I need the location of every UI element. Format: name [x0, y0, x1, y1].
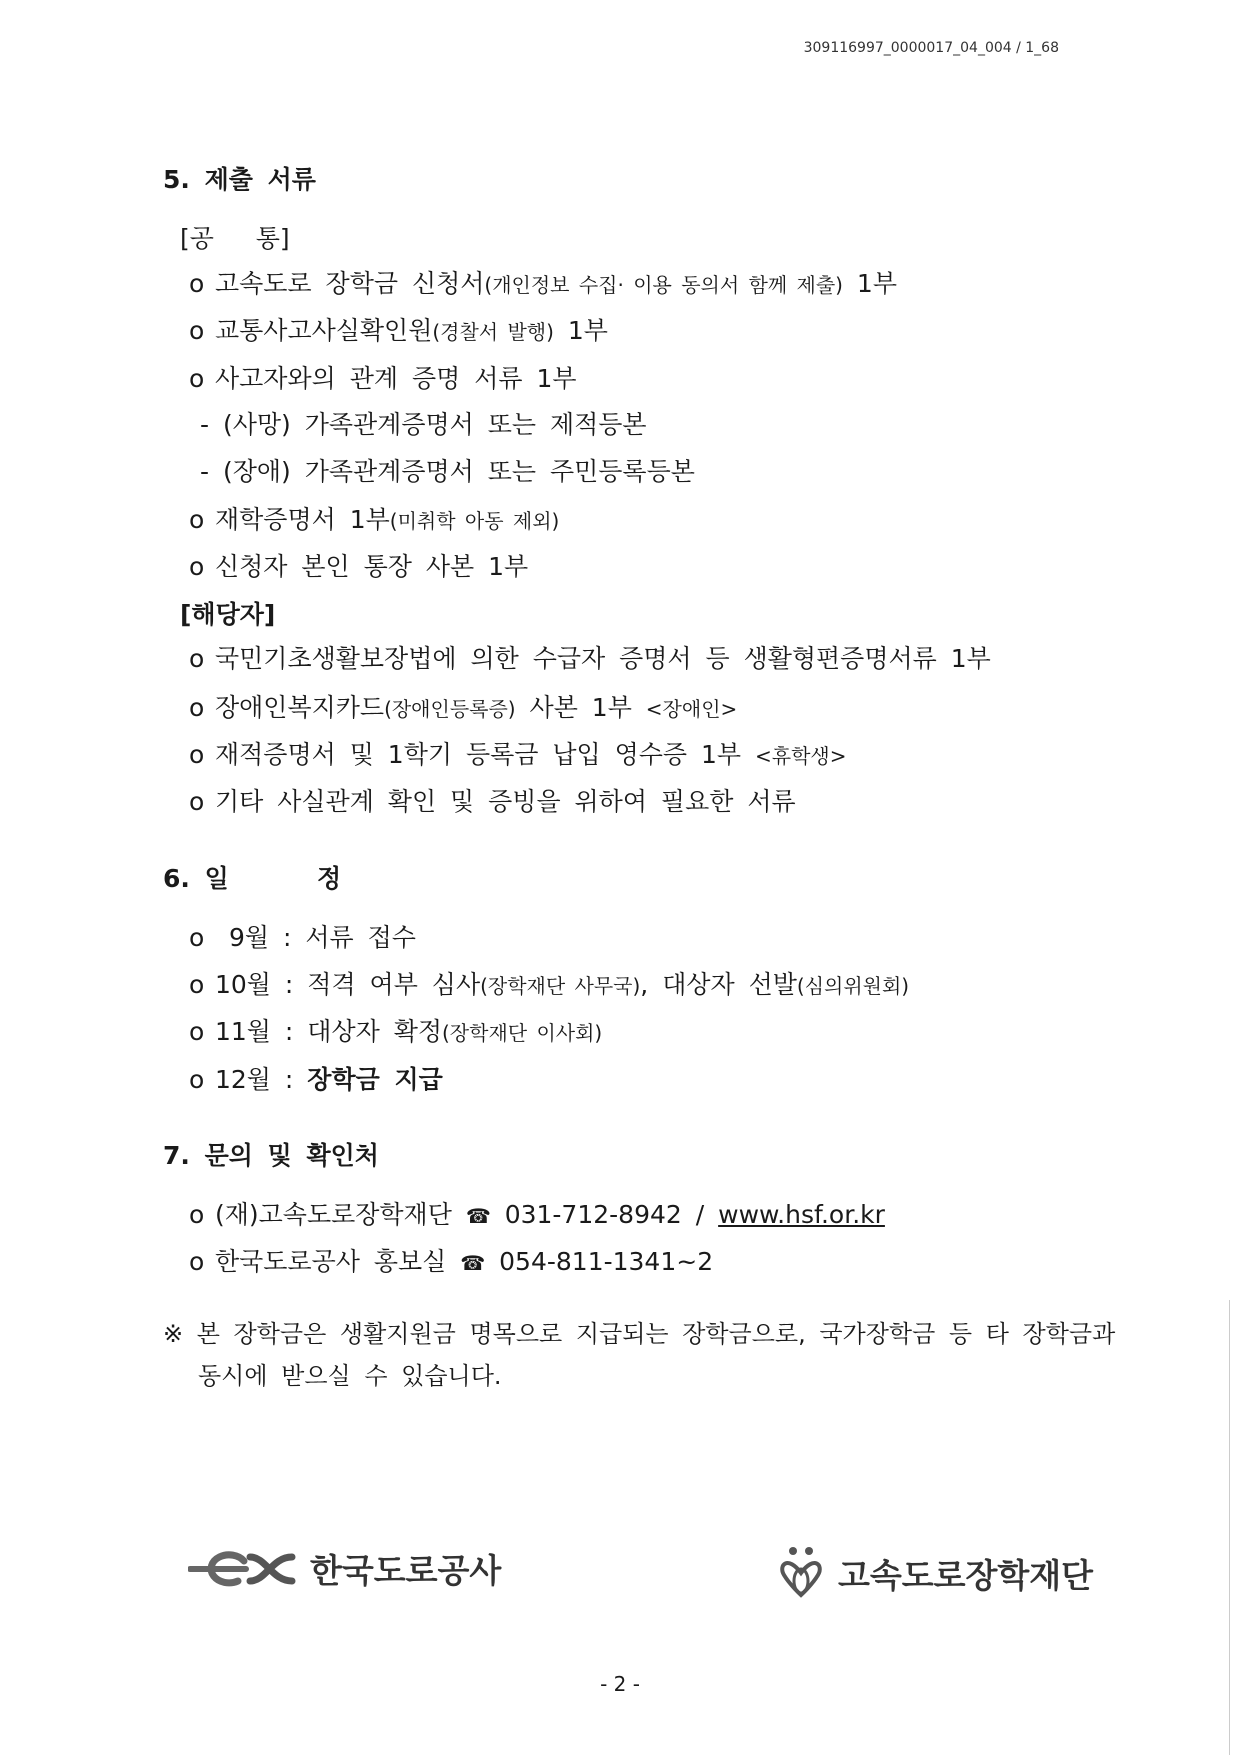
page-number: - 2 -: [600, 1672, 640, 1696]
schedule-row: o 12월 : 장학금 지급: [189, 1065, 443, 1094]
schedule-row: o 9월 : 서류 접수: [189, 923, 416, 952]
contact-row: o (재)고속도로장학재단 ☎ 031-712-8942 / www.hsf.or.kr: [189, 1200, 885, 1229]
ex-logo: [188, 1545, 501, 1592]
list-item: o 기타 사실관계 확인 및 증빙을 위하여 필요한 서류: [189, 787, 796, 816]
contact-row: o 한국도로공사 홍보실 ☎ 054-811-1341~2: [189, 1247, 714, 1276]
schedule-row: o 10월 : 적격 여부 심사(장학재단 사무국), 대상자 선발(심의위원회): [189, 970, 910, 999]
document-id: 309116997_0000017_04_004 / 1_68: [803, 40, 1059, 56]
list-item: o 재학증명서 1부(미취학 아동 제외): [189, 505, 560, 534]
list-item: o 사고자와의 관계 증명 서류 1부: [189, 364, 577, 393]
telephone-icon: ☎: [465, 1204, 491, 1228]
list-item: o 고속도로 장학금 신청서(개인정보 수집· 이용 동의서 함께 제출) 1부: [189, 269, 897, 298]
list-item: o 장애인복지카드(장애인등록증) 사본 1부 <장애인>: [189, 693, 738, 722]
hsf-logo-mark: [776, 1545, 826, 1601]
telephone-icon: ☎: [460, 1251, 486, 1275]
applicable-label: [해당자]: [180, 600, 276, 629]
hsf-logo-name: 고속도로장학재단: [838, 1555, 1094, 1595]
sub-item: - (장애) 가족관계증명서 또는 주민등록등본: [200, 457, 695, 486]
section-5-title: 5. 제출 서류: [163, 165, 316, 194]
notice-line: 동시에 받으실 수 있습니다.: [198, 1362, 502, 1390]
scan-edge-line: [1229, 1300, 1230, 1755]
hsf-logo: [776, 1545, 1093, 1601]
list-item: o 신청자 본인 통장 사본 1부: [189, 552, 529, 581]
notice-line: ※ 본 장학금은 생활지원금 명목으로 지급되는 장학금으로, 국가장학금 등 타 장학금과: [163, 1320, 1116, 1348]
website-link[interactable]: www.hsf.or.kr: [718, 1200, 885, 1229]
sub-item: - (사망) 가족관계증명서 또는 제적등본: [200, 410, 647, 439]
list-item: o 국민기초생활보장법에 의한 수급자 증명서 등 생활형편증명서류 1부: [189, 644, 991, 673]
ex-logo-mark: [188, 1549, 298, 1589]
section-7-title: 7. 문의 및 확인처: [163, 1141, 379, 1170]
ex-logo-name: 한국도로공사: [310, 1551, 502, 1590]
list-item: o 재적증명서 및 1학기 등록금 납입 영수증 1부 <휴학생>: [189, 740, 847, 769]
list-item: o 교통사고사실확인원(경찰서 발행) 1부: [189, 316, 608, 345]
section-6-title: 6. 일 정: [163, 864, 342, 893]
common-label: [공 통]: [180, 224, 290, 253]
schedule-row: o 11월 : 대상자 확정(장학재단 이사회): [189, 1017, 603, 1046]
